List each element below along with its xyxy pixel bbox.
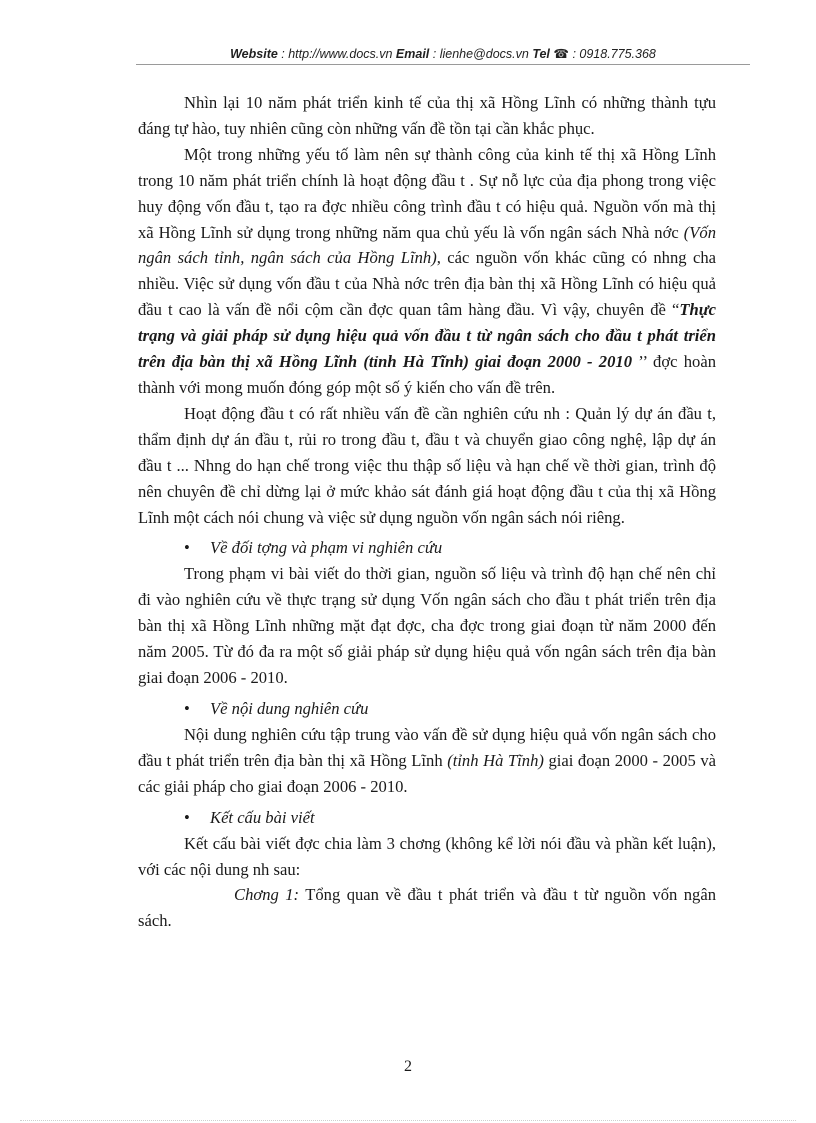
section-heading-structure-text: Kết cấu bài viết (210, 807, 315, 827)
section-heading-content-text: Về nội dung nghiên cứu (210, 698, 369, 718)
paragraph-1: Nhìn lại 10 năm phát triển kinh tế của thị xã Hồng Lĩnh có những thành tựu đáng tự hào, tuy nhiên cũng còn những vấn đề tồn tại cần khắc phục. (138, 93, 716, 138)
chapter-1-item (138, 882, 716, 934)
page-bottom-divider (20, 1120, 796, 1121)
paragraph-5-text-a: Nội dung nghiên cứu tập trung vào vấn đề sử dụng hiệu quả vốn ngân sách cho đầu t phát triển trên địa bàn thị xã Hồng Lĩnh (138, 724, 716, 770)
bullet-icon: • (184, 538, 190, 558)
tel-label: Tel (532, 47, 550, 61)
section-heading-scope (138, 536, 716, 560)
chapter-1-label: Chơng 1: (234, 885, 300, 905)
phone-icon: ☎ (553, 47, 569, 61)
paragraph-6: Kết cấu bài viết đợc chia làm 3 chơng (không kể lời nói đầu và phần kết luận), với các nội dung nh sau: (138, 833, 716, 879)
paragraph-2 (138, 142, 716, 401)
paragraph-2-text-b: , các nguồn vốn khác cũng có nhng cha nhiều. Việc sử dụng vốn đầu t của Nhà nớc trên địa bàn thị xã Hồng Lĩnh có hiệu quả đầu t cao là vấn đề nổi cộm cần đợc quan tâm hàng đầu. Vì vậy, chuyên đề “ (138, 248, 716, 320)
document-body (138, 90, 716, 934)
thesis-title: Thực trạng và giải pháp sử dụng hiệu quả vốn đầu t từ ngân sách cho đầu t phát triển trên địa bàn thị xã Hồng Lĩnh (tỉnh Hà Tĩnh) giai đoạn 2000 - 2010 (138, 300, 716, 372)
page-number: 2 (404, 1058, 412, 1075)
section-heading-scope-text: Về đối tợng và phạm vi nghiên cứu (210, 538, 443, 558)
paragraph-5 (138, 722, 716, 800)
email-label: Email (395, 47, 430, 61)
bullet-icon: • (184, 698, 190, 718)
section-heading-structure (138, 806, 716, 830)
paragraph-2-text-a: Một trong những yếu tố làm nên sự thành công của kinh tế thị xã Hồng Lĩnh trong 10 năm phát triển chính là hoạt động đầu t . Sự nỗ lực của địa phong trong việc huy động vốn đầu t, tạo ra đợc nhiều công trình đầu t có hiệu quả. Nguồn vốn mà thị xã Hồng Lĩnh sử dụng trong những năm qua chủ yếu là vốn ngân sách Nhà nớc (138, 144, 716, 242)
website-label: Website (230, 47, 278, 61)
website-value: : http://www.docs.vn (277, 47, 396, 61)
page-header (136, 46, 750, 65)
tel-value: : 0918.775.368 (568, 47, 656, 61)
paragraph-4: Trong phạm vi bài viết do thời gian, nguồn số liệu và trình độ hạn chế nên chỉ đi vào nghiên cứu về thực trạng sử dụng Vốn ngân sách cho đầu t phát triển trên địa bàn thị xã Hồng Lĩnh những mặt đạt đợc, cha đợc trong giai đoạn từ năm 2000 đến năm 2005. Từ đó đa ra một số giải pháp sử dụng hiệu quả vốn ngân sách trên địa bàn giai đoạn 2006 - 2010. (138, 564, 716, 688)
email-value: : lienhe@docs.vn (429, 47, 533, 61)
section-heading-content (138, 697, 716, 721)
paragraph-5-italic: (tỉnh Hà Tĩnh) (447, 750, 544, 770)
paragraph-3: Hoạt động đầu t có rất nhiều vấn đề cần nghiên cứu nh : Quản lý dự án đầu t, thẩm định dự án đầu t, rủi ro trong đầu t, đầu t và chuyển giao công nghệ, lập dự án đầu t ... Nhng do hạn chế trong việc thu thập số liệu và hạn chế về thời gian, trình độ nên chuyên đề chỉ dừng lại ở mức khảo sát đánh giá hoạt động đầu t của thị xã Hồng Lĩnh một cách nói chung và việc sử dụng nguồn vốn ngân sách nói riêng. (138, 403, 716, 527)
paragraph-2-italic: (Vốn ngân sách tỉnh, ngân sách của Hồng Lĩnh) (138, 222, 716, 268)
bullet-icon: • (184, 807, 190, 827)
paragraph-2-text-c: ’’ đợc hoàn thành với mong muốn đóng góp một số ý kiến cho vấn đề trên. (138, 352, 716, 397)
chapter-1-text: Tổng quan về đầu t phát triển và đầu t từ nguồn vốn ngân sách. (138, 885, 716, 931)
paragraph-5-text-b: giai đoạn 2000 - 2005 và các giải pháp cho giai đoạn 2006 - 2010. (138, 750, 716, 796)
